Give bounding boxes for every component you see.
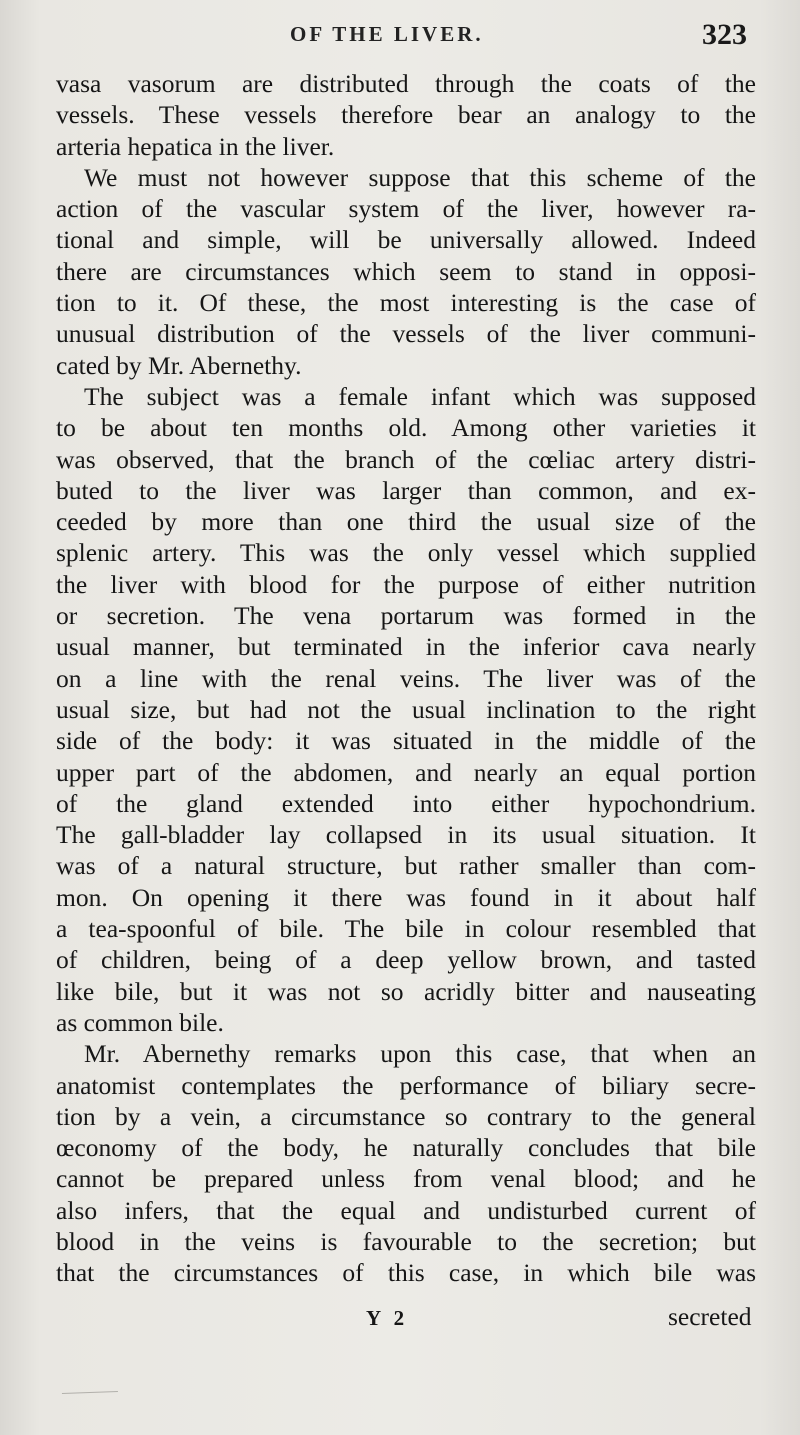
text-line: The subject was a female infant which was supposed [84, 381, 756, 411]
text-line: The gall-bladder lay collapsed in its usual situation. It [56, 820, 756, 850]
text-line: that the circumstances of this case, in which bile was [56, 1258, 756, 1288]
text-line: like bile, but it was not so acridly bitter and nauseating [56, 976, 756, 1006]
text-line: upper part of the abdomen, and nearly an equal portion [56, 757, 756, 787]
text-line: mon. On opening it there was found in it about half [56, 882, 756, 912]
text-line: œconomy of the body, he naturally concludes that bile [56, 1133, 756, 1163]
signature-mark: Y 2 [366, 1306, 409, 1330]
text-line: tion by a vein, a circumstance so contrary to the general [56, 1101, 756, 1131]
text-line: also infers, that the equal and undisturbed current of [56, 1195, 756, 1225]
text-line: of the gland extended into either hypochondrium. [56, 788, 756, 818]
text-line: of children, being of a deep yellow brown, and tasted [56, 945, 756, 975]
text-line: vessels. These vessels therefore bear an analogy to the [56, 100, 756, 130]
text-line: or secretion. The vena portarum was formed in the [56, 601, 756, 631]
text-line: tional and simple, will be universally allowed. Indeed [56, 225, 756, 255]
catchword: secreted [668, 1302, 752, 1331]
text-line: usual size, but had not the usual inclination to the right [56, 694, 756, 724]
running-title: OF THE LIVER. [290, 22, 484, 46]
text-line: anatomist contemplates the performance of biliary secre- [56, 1070, 756, 1100]
text-line: usual manner, but terminated in the inferior cava nearly [56, 632, 756, 662]
text-line: was of a natural structure, but rather smaller than com- [56, 851, 756, 881]
text-line: unusual distribution of the vessels of the liver communi- [56, 319, 756, 349]
text-line: there are circumstances which seem to stand in opposi- [56, 256, 756, 286]
text-line: blood in the veins is favourable to the secretion; but [56, 1226, 756, 1256]
text-line: action of the vascular system of the liver, however ra- [56, 194, 756, 224]
text-line: splenic artery. This was the only vessel which supplied [56, 538, 756, 568]
page-number: 323 [702, 18, 747, 51]
text-line: on a line with the renal veins. The liver was of the [56, 663, 756, 693]
text-line: a tea-spoonful of bile. The bile in colour resembled that [56, 914, 756, 944]
text-line: tion to it. Of these, the most interesting is the case of [56, 288, 756, 318]
text-line: was observed, that the branch of the cœliac artery distri- [56, 444, 756, 474]
text-line: cannot be prepared unless from venal blood; and he [56, 1164, 756, 1194]
text-line: as common bile. [56, 1007, 224, 1037]
text-line: side of the body: it was situated in the middle of the [56, 726, 756, 756]
text-line: cated by Mr. Abernethy. [56, 350, 302, 380]
text-line: ceeded by more than one third the usual size of the [56, 507, 756, 537]
text-line: arteria hepatica in the liver. [56, 131, 335, 161]
ink-smudge [62, 1391, 118, 1398]
page-footer [0, 1300, 800, 1340]
text-line: Mr. Abernethy remarks upon this case, that when an [84, 1039, 756, 1069]
body-text [56, 68, 756, 1289]
text-line: to be about ten months old. Among other varieties it [56, 413, 756, 443]
text-line: vasa vasorum are distributed through the coats of the [56, 69, 756, 98]
text-line: the liver with blood for the purpose of either nutrition [56, 569, 756, 599]
text-line: buted to the liver was larger than common, and ex- [56, 475, 756, 505]
text-line: We must not however suppose that this scheme of the [84, 162, 756, 192]
running-head [0, 18, 800, 54]
